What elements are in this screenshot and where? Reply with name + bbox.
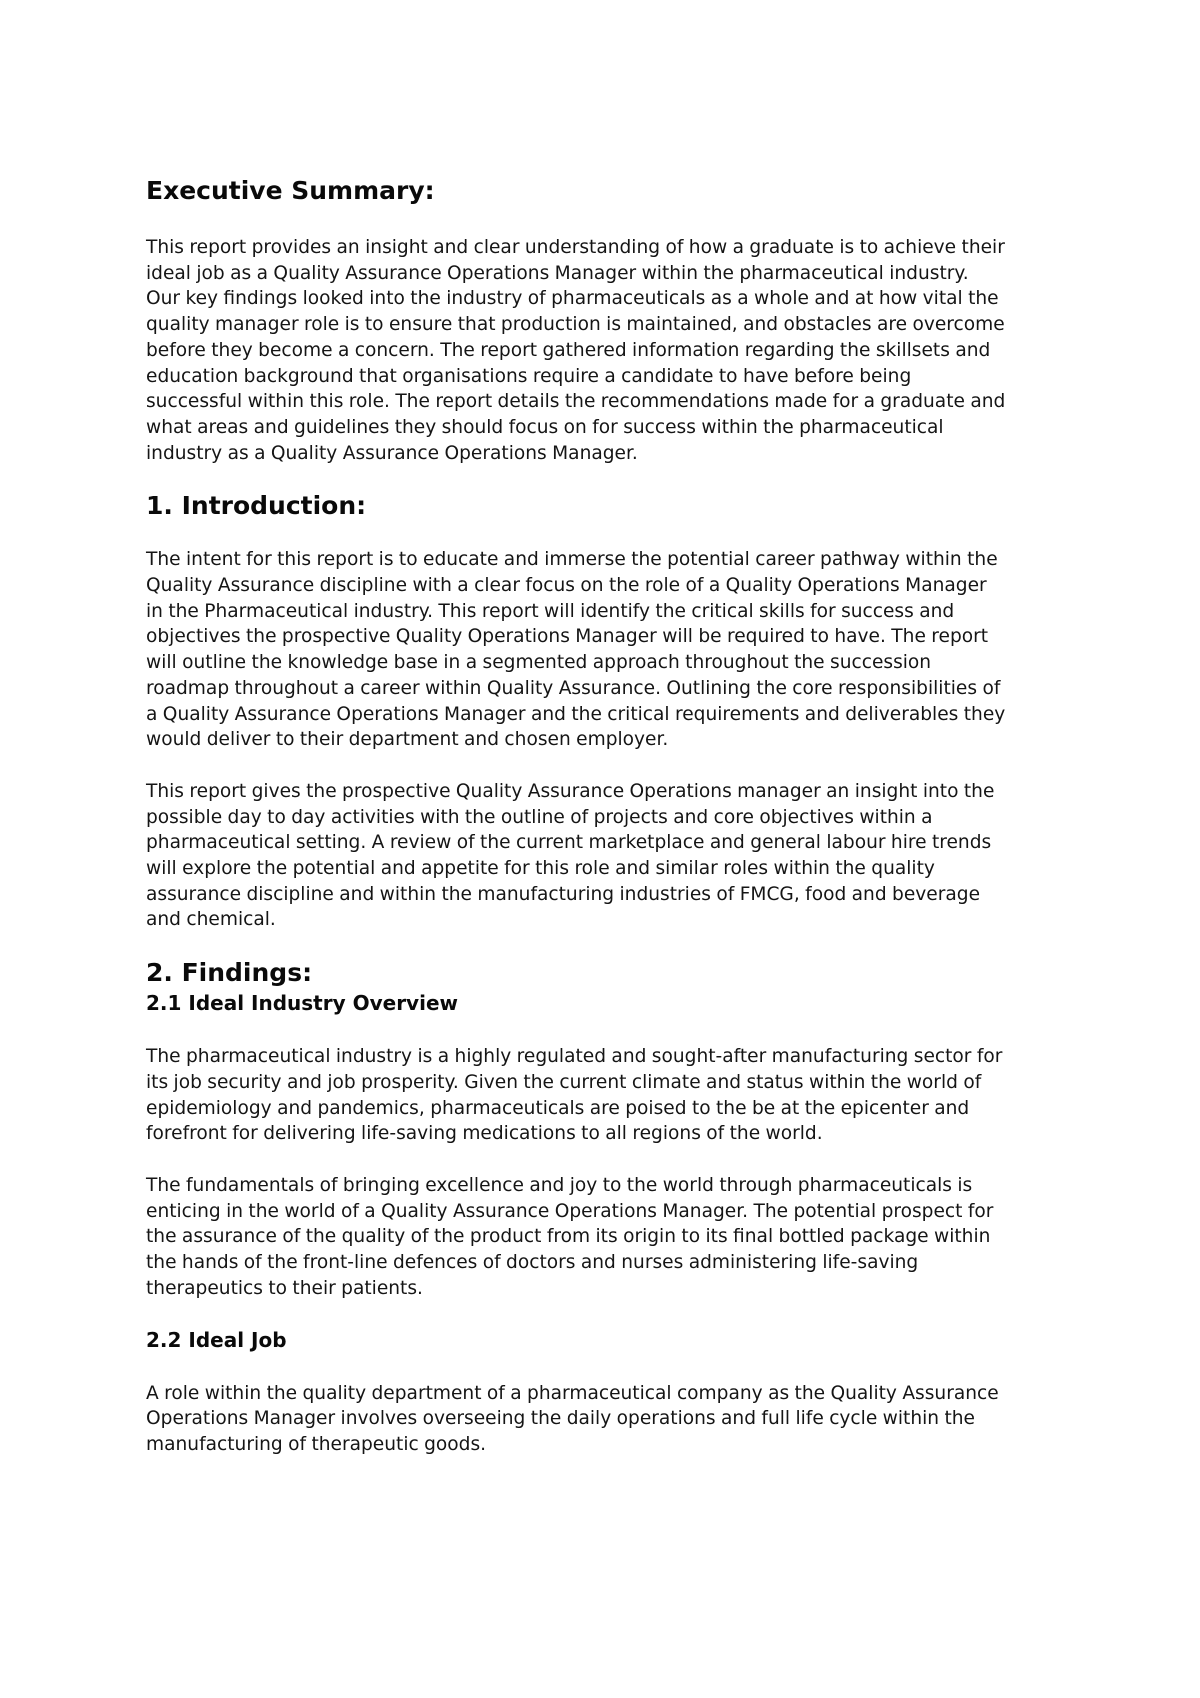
executive-summary-paragraph — [146, 235, 1066, 466]
text-line: A role within the quality department of a pharmaceutical company as the Quality Assurance — [146, 1382, 999, 1404]
text-line: pharmaceutical setting. A review of the current marketplace and general labour hire trends — [146, 832, 992, 854]
text-line: manufacturing of therapeutic goods. — [146, 1433, 487, 1455]
industry-overview-paragraph-1 — [146, 1044, 1066, 1147]
text-line: enticing in the world of a Quality Assurance Operations Manager. The potential prospect for — [146, 1200, 994, 1222]
text-line: This report gives the prospective Quality Assurance Operations manager an insight into the — [146, 780, 995, 802]
text-line: quality manager role is to ensure that production is maintained, and obstacles are overcome — [146, 314, 1005, 336]
text-line: The fundamentals of bringing excellence and joy to the world through pharmaceuticals is — [146, 1174, 973, 1196]
text-line: and chemical. — [146, 909, 276, 931]
text-line: the assurance of the quality of the product from its origin to its final bottled package within — [146, 1226, 991, 1248]
text-line: in the Pharmaceutical industry. This report will identify the critical skills for success and — [146, 600, 955, 622]
text-line: objectives the prospective Quality Operations Manager will be required to have. The report — [146, 626, 989, 648]
introduction-heading: 1. Introduction: — [146, 491, 367, 521]
text-line: assurance discipline and within the manufacturing industries of FMCG, food and beverage — [146, 883, 981, 905]
ideal-job-heading: 2.2 Ideal Job — [146, 1327, 287, 1352]
text-line: its job security and job prosperity. Given the current climate and status within the world of — [146, 1071, 982, 1093]
text-line: ideal job as a Quality Assurance Operations Manager within the pharmaceutical industry. — [146, 262, 969, 284]
text-line: forefront for delivering life-saving medications to all regions of the world. — [146, 1123, 823, 1145]
text-line: Operations Manager involves overseeing the daily operations and full life cycle within the — [146, 1408, 975, 1430]
executive-summary-heading: Executive Summary: — [146, 176, 435, 205]
text-line: will explore the potential and appetite for this role and similar roles within the quality — [146, 858, 935, 880]
industry-overview-paragraph-2 — [146, 1173, 1066, 1302]
text-line: epidemiology and pandemics, pharmaceuticals are poised to the be at the epicenter and — [146, 1097, 970, 1119]
text-line: possible day to day activities with the outline of projects and core objectives within a — [146, 806, 933, 828]
text-line: what areas and guidelines they should focus on for success within the pharmaceutical — [146, 416, 944, 438]
text-line: roadmap throughout a career within Quality Assurance. Outlining the core responsibilities of — [146, 677, 1001, 699]
text-line: successful within this role. The report details the recommendations made for a graduate and — [146, 391, 1006, 413]
text-line: The intent for this report is to educate and immerse the potential career pathway within the — [146, 549, 998, 571]
text-line: a Quality Assurance Operations Manager and the critical requirements and deliverables they — [146, 703, 1006, 725]
findings-heading: 2. Findings: — [146, 958, 313, 988]
text-line: The pharmaceutical industry is a highly regulated and sought-after manufacturing sector for — [146, 1046, 1003, 1068]
text-line: Quality Assurance discipline with a clear focus on the role of a Quality Operations Manager — [146, 575, 987, 597]
text-line: Our key findings looked into the industry of pharmaceuticals as a whole and at how vital the — [146, 288, 999, 310]
introduction-paragraph-1 — [146, 547, 1066, 753]
text-line: therapeutics to their patients. — [146, 1277, 423, 1299]
ideal-job-paragraph-1 — [146, 1381, 1066, 1458]
text-line: before they become a concern. The report gathered information regarding the skillsets and — [146, 339, 991, 361]
document-page — [146, 176, 1066, 1458]
text-line: the hands of the front-line defences of doctors and nurses administering life-saving — [146, 1252, 919, 1274]
text-line: would deliver to their department and chosen employer. — [146, 729, 669, 751]
introduction-paragraph-2 — [146, 779, 1066, 933]
text-line: industry as a Quality Assurance Operations Manager. — [146, 442, 638, 464]
text-line: will outline the knowledge base in a segmented approach throughout the succession — [146, 652, 932, 674]
industry-overview-heading: 2.1 Ideal Industry Overview — [146, 991, 458, 1016]
text-line: education background that organisations require a candidate to have before being — [146, 365, 912, 387]
text-line: This report provides an insight and clear understanding of how a graduate is to achieve their — [146, 237, 1005, 258]
